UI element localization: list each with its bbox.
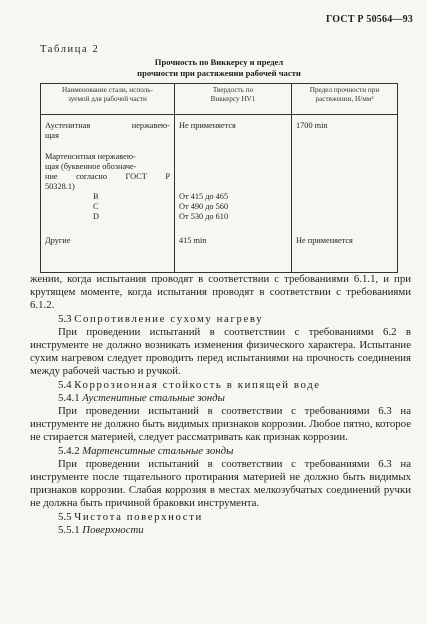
cell-material: Другие bbox=[41, 226, 175, 273]
section-heading-5-4-2: 5.4.2 Мартенситные стальные зонды bbox=[58, 444, 234, 457]
grade-label: B bbox=[93, 192, 99, 201]
paragraph: При проведении испытаний в соответствии с требованиями 6.3 на инструменте после тщательного протирания материей не должно быть видимых признаков коррозии. Слабая коррозия в местах мелкозубчатых соединений ручки не должна быть причиной браковки инструмента. bbox=[30, 457, 411, 510]
grade-label: D bbox=[93, 212, 99, 221]
paragraph: жении, когда испытания проводят в соответствии с требованиями 6.1.1, и при крутящем моменте, когда испытания проводят в соответствии с требованиями 6.1.2. bbox=[30, 273, 411, 312]
cell-hardness: Не применяется bbox=[175, 115, 292, 153]
hardness-table bbox=[40, 83, 398, 273]
section-heading-5-5-1: 5.5.1 Поверхности bbox=[58, 523, 144, 536]
header-strength: Предел прочности при растяжении, Н/мм² bbox=[292, 84, 398, 115]
section-heading-5-4-1: 5.4.1 Аустенитные стальные зонды bbox=[58, 391, 225, 404]
table-title-line1: Прочность по Виккерсу и предел bbox=[154, 57, 284, 67]
paragraph: При проведении испытаний в соответствии с требованиями 6.3 на инструменте не должно быть видимых признаков коррозии. Любое пятно, которое не стирается материей, следует рассматривать как признак коррозии. bbox=[30, 405, 411, 444]
header-hardness: Твердость по Виккерсу HV1 bbox=[175, 84, 292, 115]
table-title-line2: прочности при растяжении рабочей части bbox=[137, 68, 301, 78]
table-header-row bbox=[41, 84, 398, 115]
table-caption: Таблица 2 bbox=[40, 44, 100, 55]
table-row bbox=[41, 152, 398, 226]
page-header: ГОСТ Р 50564—93 bbox=[325, 14, 413, 25]
section-heading-5-5: 5.5 Чистота поверхности bbox=[58, 510, 203, 523]
section-heading-5-3: 5.3 Сопротивление сухому нагреву bbox=[58, 312, 264, 325]
paragraph: При проведении испытаний в соответствии с требованиями 6.2 в инструменте не должно возникать изменения физического характера. Испытание сухим нагревом следует проводить перед испытаниями на прочность соединения между рабочей частью и ручкой. bbox=[30, 325, 411, 378]
cell-strength: 1700 min bbox=[292, 115, 398, 153]
cell-material: Мартенситная нержавею- щая (буквенное обозначе- ние согласно ГОСТ Р 50328.1) B C D bbox=[41, 152, 175, 226]
cell-strength: Не применяется bbox=[292, 152, 398, 273]
section-heading-5-4: 5.4 Коррозионная стойкость в кипящей воде bbox=[58, 378, 321, 391]
cell-hardness: От 415 до 465 От 490 до 560 От 530 до 610 bbox=[175, 152, 292, 226]
body-text bbox=[30, 273, 411, 537]
table-row bbox=[41, 115, 398, 153]
header-material: Наименование стали, исполь- зуемой для рабочей части bbox=[41, 84, 175, 115]
cell-material: Аустенитная нержавею- щая bbox=[41, 115, 175, 153]
cell-hardness: 415 min bbox=[175, 226, 292, 273]
grade-label: C bbox=[93, 202, 99, 211]
